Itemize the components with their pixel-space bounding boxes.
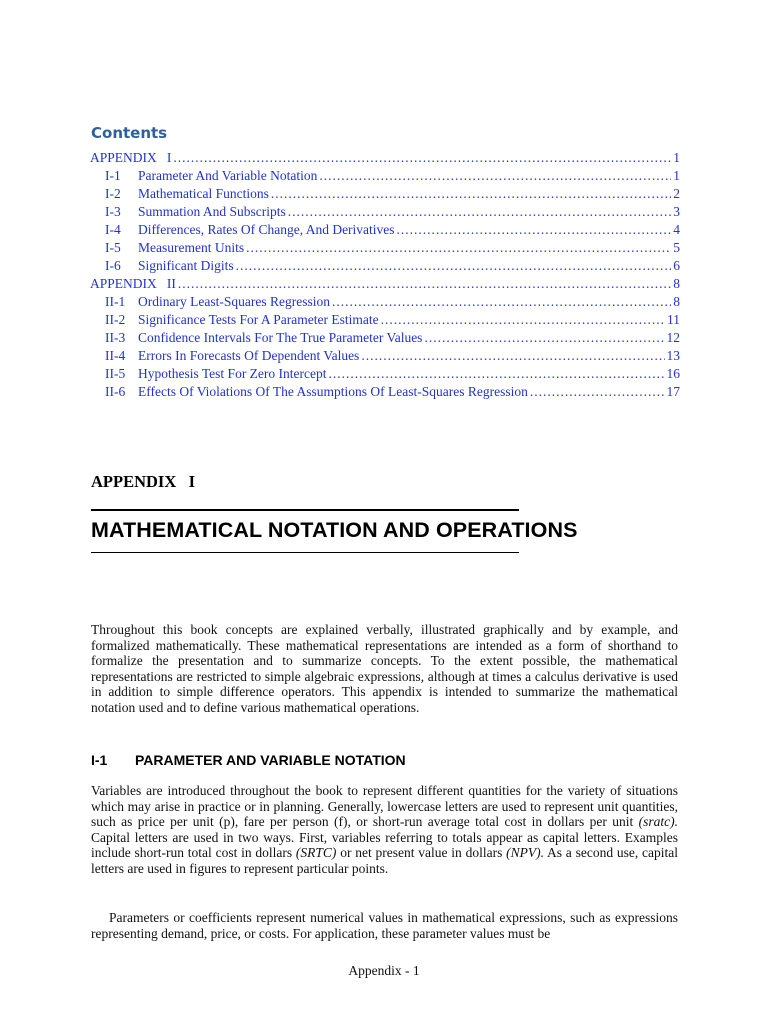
toc-page-number: 11: [667, 312, 680, 327]
toc-entry-link[interactable]: [90, 240, 680, 258]
toc-entry-link[interactable]: [90, 330, 680, 348]
paragraph-text: Variables are introduced throughout the book to represent different quantities for the variety of situations which may arise in practice or in planning. Generally, lowercase letters are used to represent unit quantities, such as price per unit (p), fare per person (f), or short-run average total cost in dollars per unit: [91, 783, 678, 830]
paragraph-text: As a second use, capital letters are used in figures to represent particular points.: [91, 845, 678, 876]
toc-dot-leader: [319, 168, 671, 184]
toc-entry-number: I-2: [105, 186, 121, 201]
toc-dot-leader: [271, 186, 671, 202]
toc-entry-link[interactable]: [90, 204, 680, 222]
toc-page-number: 4: [673, 222, 680, 237]
toc-dot-leader: [329, 366, 665, 382]
toc-entry-title: Differences, Rates Of Change, And Derivatives: [138, 222, 395, 237]
toc-entry-number: II-3: [105, 330, 126, 345]
toc-entry-title: Measurement Units: [138, 240, 245, 255]
toc-page-number: 6: [673, 258, 680, 273]
heading-rule-top: [91, 509, 519, 511]
toc-dot-leader: [424, 330, 664, 346]
toc-entry-number: I-6: [105, 258, 121, 273]
next-paragraph: Parameters or coefficients represent numerical values in mathematical expressions, such as expressions representing demand, price, or costs. For application, these parameter values must be: [91, 910, 678, 941]
toc-entry-title: Parameter And Variable Notation: [138, 168, 318, 183]
section-title: PARAMETER AND VARIABLE NOTATION: [135, 752, 406, 768]
toc-page-number: 13: [666, 348, 680, 363]
toc-entry-link[interactable]: [90, 294, 680, 312]
toc-entry-link[interactable]: [90, 258, 680, 276]
toc-page-number: 5: [673, 240, 680, 255]
toc-dot-leader: [288, 204, 671, 220]
toc-dot-leader: [397, 222, 672, 238]
toc-entry-number: I-5: [105, 240, 121, 255]
chapter-title: MATHEMATICAL NOTATION AND OPERATIONS: [91, 518, 578, 542]
toc-page-number: 3: [673, 204, 680, 219]
toc-entry-number: I-3: [105, 204, 121, 219]
table-of-contents: [90, 150, 680, 402]
toc-page-number: 12: [666, 330, 680, 345]
section-number: I-1: [91, 752, 108, 768]
toc-dot-leader: [381, 312, 665, 328]
toc-entry-link[interactable]: [90, 366, 680, 384]
paragraph-italic: (NPV).: [506, 845, 544, 861]
toc-dot-leader: [332, 294, 671, 310]
toc-dot-leader: [246, 240, 671, 256]
paragraph-text: or net present value in dollars: [336, 845, 507, 861]
contents-heading: Contents: [91, 124, 168, 142]
toc-entry-number: I-4: [105, 222, 121, 237]
toc-entry-link[interactable]: [90, 312, 680, 330]
toc-page-number: 8: [673, 276, 680, 291]
toc-entry-link[interactable]: [90, 222, 680, 240]
toc-entry-link[interactable]: [90, 186, 680, 204]
toc-entry-title: Significant Digits: [138, 258, 234, 273]
toc-entry-link[interactable]: [90, 168, 680, 186]
toc-entry-title: Confidence Intervals For The True Parameter Values: [138, 330, 423, 345]
toc-dot-leader: [173, 150, 671, 166]
toc-dot-leader: [361, 348, 664, 364]
toc-entry-number: II-1: [105, 294, 126, 309]
toc-dot-leader: [178, 276, 671, 292]
toc-entry-number: APPENDIX I: [90, 150, 172, 165]
toc-entry-number: II-2: [105, 312, 126, 327]
toc-appendix-link[interactable]: [90, 276, 680, 294]
toc-entry-number: I-1: [105, 168, 121, 183]
toc-page-number: 2: [673, 186, 680, 201]
paragraph-text: Capital letters are used in two ways. First, variables referring to totals appear as capital letters. Examples include short-run total cost in dollars: [91, 829, 678, 861]
toc-entry-title: Effects Of Violations Of The Assumptions Of Least-Squares Regression: [138, 384, 528, 399]
toc-entry-number: APPENDIX II: [90, 276, 176, 291]
paragraph-italic: (sratc).: [638, 814, 678, 830]
toc-dot-leader: [236, 258, 672, 274]
paragraph-italic: (SRTC): [295, 845, 337, 861]
page-footer: Appendix - 1: [348, 963, 420, 978]
toc-entry-number: II-5: [105, 366, 126, 381]
section-heading: [91, 752, 406, 768]
toc-page-number: 17: [666, 384, 680, 399]
toc-entry-title: Hypothesis Test For Zero Intercept: [138, 366, 327, 381]
toc-entry-title: Summation And Subscripts: [138, 204, 286, 219]
toc-entry-link[interactable]: [90, 384, 680, 402]
section-paragraph: [91, 783, 678, 877]
toc-page-number: 8: [673, 294, 680, 309]
toc-entry-title: Ordinary Least-Squares Regression: [138, 294, 330, 309]
appendix-label: APPENDIX I: [91, 472, 196, 491]
toc-page-number: 1: [673, 168, 680, 183]
toc-entry-link[interactable]: [90, 348, 680, 366]
toc-page-number: 1: [673, 150, 680, 165]
toc-entry-title: Significance Tests For A Parameter Estimate: [138, 312, 379, 327]
toc-entry-title: Mathematical Functions: [138, 186, 269, 201]
toc-appendix-link[interactable]: [90, 150, 680, 168]
heading-rule-bottom: [91, 552, 519, 553]
toc-entry-title: Errors In Forecasts Of Dependent Values: [138, 348, 360, 363]
toc-entry-number: II-6: [105, 384, 126, 399]
toc-entry-number: II-4: [105, 348, 126, 363]
toc-dot-leader: [530, 384, 665, 400]
toc-page-number: 16: [666, 366, 680, 381]
intro-paragraph: Throughout this book concepts are explained verbally, illustrated graphically and by example, and formalized mathematically. These mathematical representations are intended as a form of shorthand to formalize the presentation and to summarize concepts. To the extent possible, the mathematical representations are restricted to simple algebraic expressions, although at times a calculus derivative is used in addition to simple difference operators. This appendix is intended to summarize the mathematical notation used and to define various mathematical operations.: [91, 622, 678, 715]
